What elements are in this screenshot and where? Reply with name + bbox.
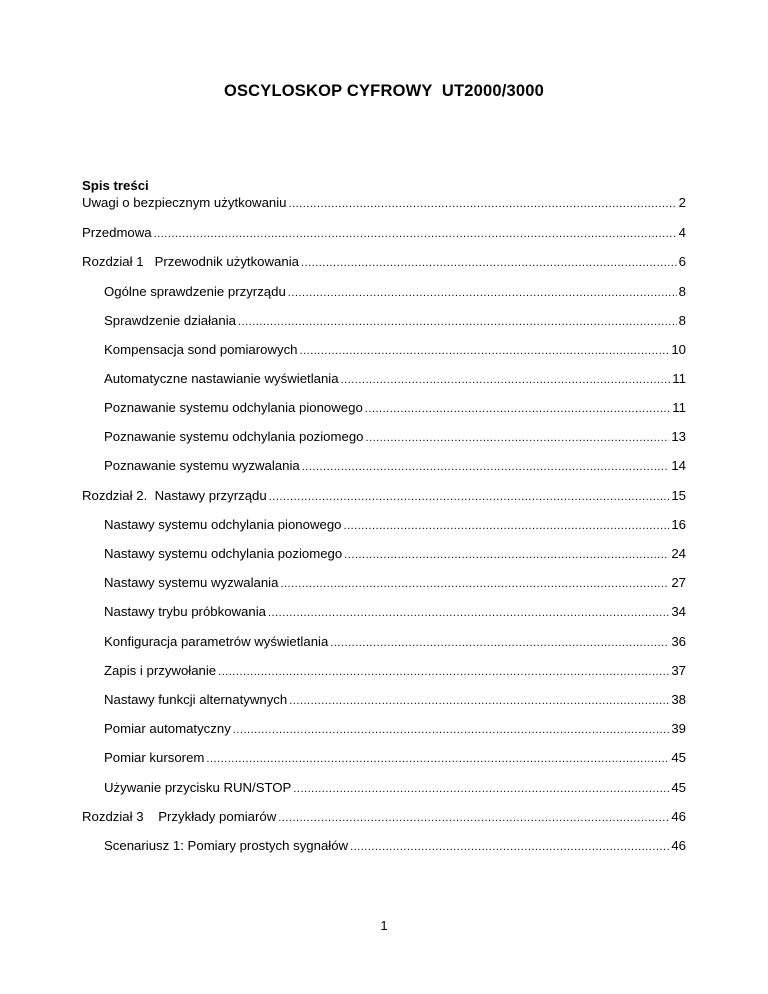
toc-entry[interactable] [104,546,686,562]
dot-leader [288,285,677,300]
toc-entry-label: Używanie przycisku RUN/STOP [104,780,292,795]
toc-entry[interactable] [104,838,686,854]
toc-entry-page-number: 14 [671,458,686,473]
dot-leader [289,693,669,708]
toc-entry[interactable] [104,458,686,474]
toc-entry[interactable] [104,634,686,650]
dot-leader [350,839,669,854]
toc-entry-label: Pomiar automatyczny [104,721,231,736]
toc-entry-page-number: 6 [678,254,686,269]
toc-entry-label: Przedmowa [82,225,152,240]
toc-entry-label: Scenariusz 1: Pomiary prostych sygnałów [104,838,349,853]
dot-leader [154,226,677,241]
toc-entry-label: Pomiar kursorem [104,750,205,765]
document-title: OSCYLOSKOP CYFROWY UT2000/3000 [223,82,545,100]
toc-entry[interactable] [104,604,686,620]
dot-leader [341,372,671,387]
toc-entry-page-number: 27 [671,575,686,590]
toc-entry-page-number: 34 [671,604,686,619]
toc-entry[interactable] [104,284,686,300]
dot-leader [302,459,670,474]
toc-entry-page-number: 15 [671,488,686,503]
toc-entry-label: Poznawanie systemu odchylania pionowego [104,400,363,415]
toc-heading: Spis treści [82,178,149,193]
dot-leader [366,430,670,445]
dot-leader [278,810,669,825]
toc-entry-label: Uwagi o bezpiecznym użytkowaniu [82,195,287,210]
toc-entry-page-number: 38 [671,692,686,707]
toc-entry[interactable] [104,575,686,591]
toc-entry-page-number: 45 [671,780,686,795]
toc-entry[interactable] [104,429,686,445]
toc-entry[interactable] [104,780,686,796]
toc-entry-page-number: 2 [678,195,686,210]
toc-entry-page-number: 16 [671,517,686,532]
dot-leader [268,605,669,620]
toc-entry-label: Zapis i przywołanie [104,663,217,678]
toc-entry-label: Rozdział 3 Przykłady pomiarów [82,809,277,824]
toc-entry-label: Rozdział 2. Nastawy przyrządu [82,488,267,503]
dot-leader [218,664,669,679]
toc-entry[interactable] [104,400,686,416]
dot-leader [206,751,669,766]
toc-entry-label: Nastawy funkcji alternatywnych [104,692,288,707]
toc-entry-label: Nastawy systemu wyzwalania [104,575,279,590]
toc-entry[interactable] [104,692,686,708]
toc-entry-page-number: 8 [678,284,686,299]
toc-entry-page-number: 37 [671,663,686,678]
toc-entry-label: Ogólne sprawdzenie przyrządu [104,284,286,299]
toc-entry-page-number: 46 [671,838,686,853]
toc-entry[interactable] [104,517,686,533]
toc-entry[interactable] [82,254,686,270]
toc-entry-page-number: 24 [671,546,686,561]
toc-entry[interactable] [104,371,686,387]
toc-entry-page-number: 46 [671,809,686,824]
toc-entry[interactable] [104,313,686,329]
toc-entry-label: Poznawanie systemu wyzwalania [104,458,300,473]
page-number: 1 [380,918,388,933]
dot-leader [365,401,671,416]
dot-leader [344,547,669,562]
toc-entry[interactable] [104,342,686,358]
dot-leader [289,196,677,211]
dot-leader [293,781,669,796]
toc-entry-page-number: 45 [671,750,686,765]
toc-entry-label: Konfiguracja parametrów wyświetlania [104,634,329,649]
toc-entry-label: Poznawanie systemu odchylania poziomego [104,429,364,444]
toc-entry[interactable] [82,809,686,825]
toc-entry-page-number: 39 [671,721,686,736]
toc-entry-label: Sprawdzenie działania [104,313,236,328]
toc-entry-page-number: 11 [672,371,686,386]
toc-entry-page-number: 36 [671,634,686,649]
dot-leader [280,576,669,591]
dot-leader [330,635,669,650]
toc-entry[interactable] [104,750,686,766]
toc-entry-label: Nastawy trybu próbkowania [104,604,266,619]
toc-entry[interactable] [104,663,686,679]
dot-leader [238,314,677,329]
toc-entry-page-number: 10 [671,342,686,357]
toc-entry[interactable] [82,225,686,241]
toc-entry-page-number: 8 [678,313,686,328]
dot-leader [344,518,670,533]
dot-leader [301,255,677,270]
toc-entry-label: Nastawy systemu odchylania pionowego [104,517,342,532]
toc-entry-label: Kompensacja sond pomiarowych [104,342,298,357]
toc-entry[interactable] [82,195,686,211]
toc-entry-label: Nastawy systemu odchylania poziomego [104,546,343,561]
toc-entry-page-number: 4 [678,225,686,240]
toc-entry[interactable] [104,721,686,737]
toc-entry-label: Automatyczne nastawianie wyświetlania [104,371,339,386]
dot-leader [233,722,670,737]
dot-leader [269,489,670,504]
toc-entry-label: Rozdział 1 Przewodnik użytkowania [82,254,299,269]
toc-entry-page-number: 13 [671,429,686,444]
toc-entry[interactable] [82,488,686,504]
toc-entry-page-number: 11 [672,400,686,415]
dot-leader [300,343,670,358]
